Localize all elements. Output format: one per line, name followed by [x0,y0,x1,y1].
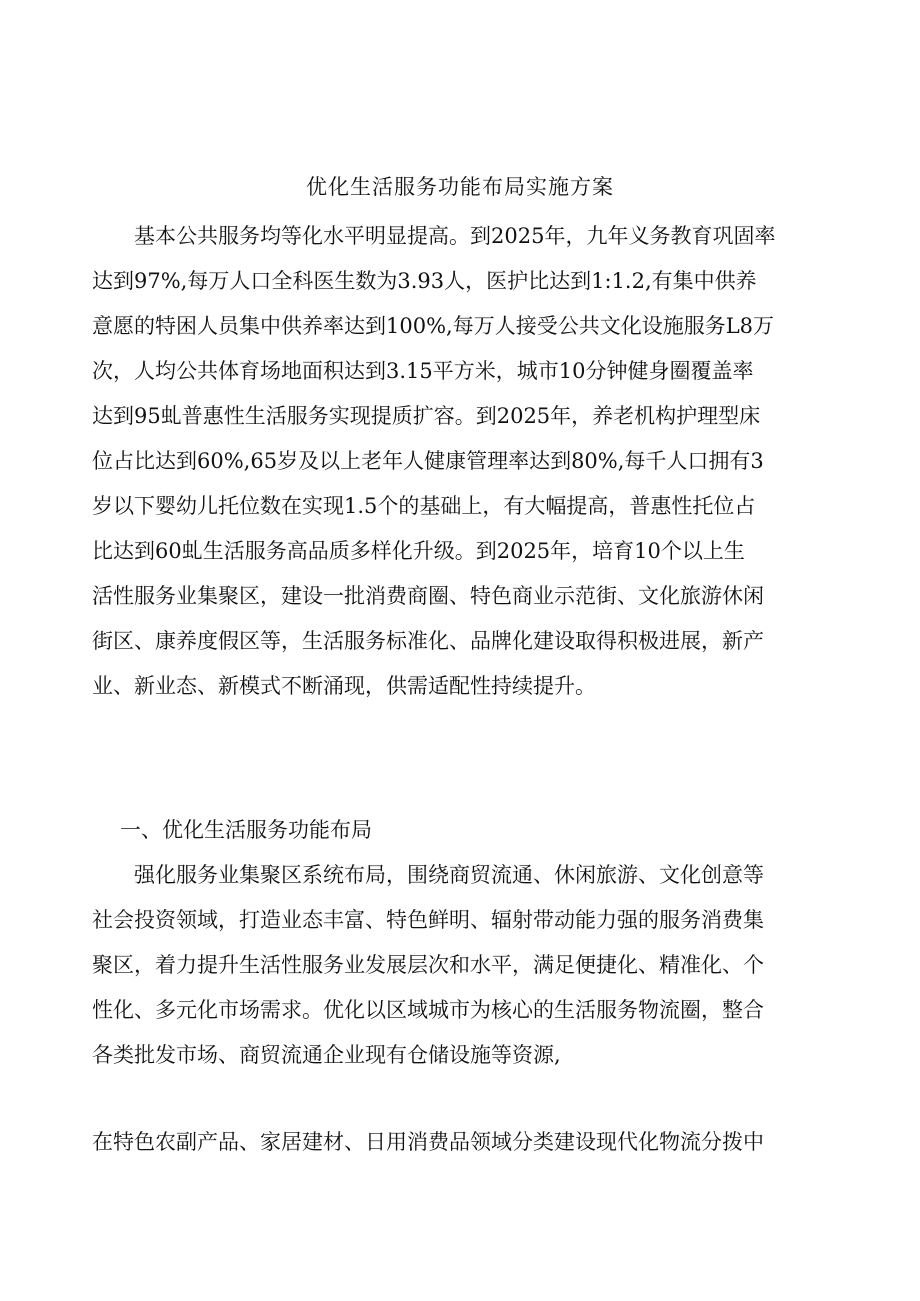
section-heading: 一、优化生活服务功能布局 [120,818,372,842]
text-line: 位占比达到60%,65岁及以上老年人健康管理率达到80%,每千人口拥有3 [92,449,764,473]
text-line: 基本公共服务均等化水平明显提高。到2025年，九年义务教育巩固率 [134,224,776,248]
text-line: 次，人均公共体育场地面积达到3.15平方米，城市10分钟健身圈覆盖率 [92,359,754,383]
document-title: 优化生活服务功能布局实施方案 [306,175,614,199]
text-line: 聚区，着力提升生活性服务业发展层次和水平，满足便捷化、精准化、个 [92,953,764,977]
text-line: 业、新业态、新模式不断涌现，供需适配性持续提升。 [92,674,596,698]
text-line: 社会投资领域，打造业态丰富、特色鲜明、辐射带动能力强的服务消费集 [92,908,764,932]
text-line: 各类批发市场、商贸流通企业现有仓储设施等资源, [92,1043,561,1067]
paragraph-public-services [92,214,832,709]
text-line: 在特色农副产品、家居建材、日用消费品领域分类建设现代化物流分拨中 [92,1130,764,1154]
paragraph-logistics [92,1120,832,1165]
paragraph-service-clusters [92,853,832,1078]
text-line: 强化服务业集聚区系统布局，围绕商贸流通、休闲旅游、文化创意等 [134,863,764,887]
text-line: 达到97%,每万人口全科医生数为3.93人，医护比达到1:1.2,有集中供养 [92,269,757,293]
text-line: 达到95虬普惠性生活服务实现提质扩容。到2025年，养老机构护理型床 [92,404,761,428]
text-line: 意愿的特困人员集中供养率达到100%,每万人接受公共文化设施服务L8万 [92,314,775,338]
text-line: 比达到60虬生活服务高品质多样化升级。到2025年，培育10个以上生 [92,539,745,563]
text-line: 性化、多元化市场需求。优化以区域城市为核心的生活服务物流圈，整合 [92,998,764,1022]
text-line: 街区、康养度假区等，生活服务标准化、品牌化建设取得积极进展，新产 [92,629,764,653]
text-line: 岁以下婴幼儿托位数在实现1.5个的基础上，有大幅提高，普惠性托位占 [92,494,756,518]
text-line: 活性服务业集聚区，建设一批消费商圈、特色商业示范街、文化旅游休闲 [92,584,764,608]
